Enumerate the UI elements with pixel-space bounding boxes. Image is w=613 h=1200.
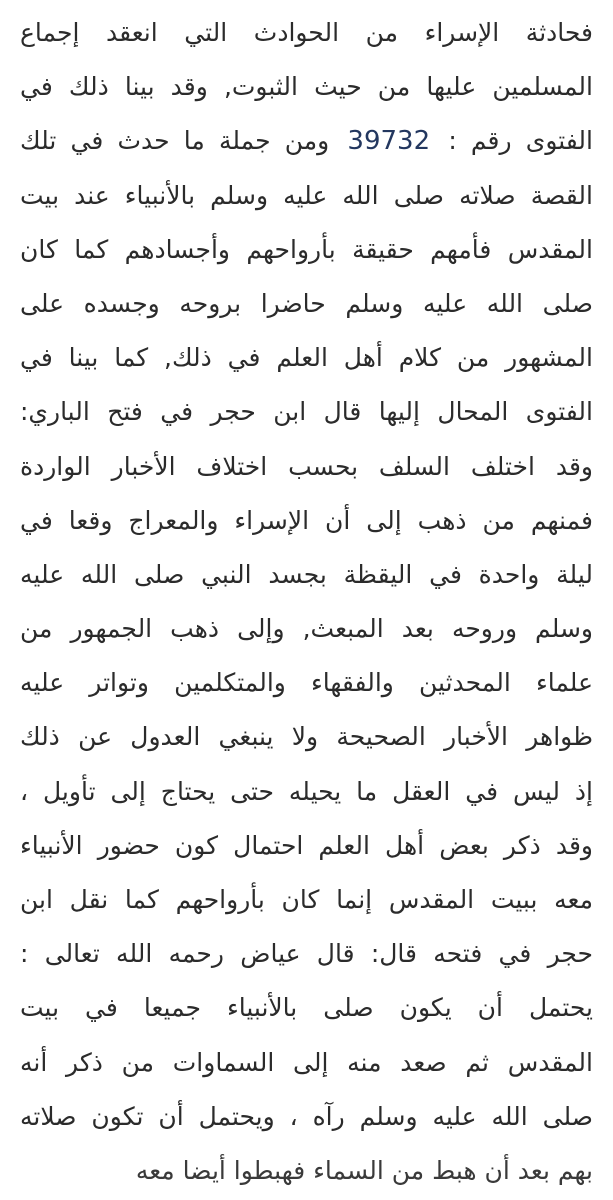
- text-line: صلى الله عليه وسلم رآه ، ويحتمل أن تكون صلاته: [20, 1101, 593, 1131]
- text-line: المسلمين عليها من حيث الثبوت, وقد بينا ذلك في: [20, 72, 593, 102]
- text-line: إذ ليس في العقل ما يحيله حتى يحتاج إلى تأويل ،: [20, 776, 593, 806]
- text-line: حجر في فتحه قال: قال عياض رحمه الله تعالى :: [20, 939, 593, 969]
- text-line: صلى الله عليه وسلم حاضرا بروحه وجسده على: [20, 288, 593, 318]
- text-line: المشهور من كلام أهل العلم في ذلك, كما بينا في: [20, 343, 593, 373]
- text-line: وسلم وروحه بعد المبعث, وإلى ذهب الجمهور من: [20, 614, 593, 644]
- text-line: معه ببيت المقدس إنما كان بأرواحهم كما نقل ابن: [20, 885, 593, 914]
- text-line: المقدس ثم صعد منه إلى السماوات من ذكر أنه: [20, 1047, 593, 1077]
- text-line: الفتوى المحال إليها قال ابن حجر في فتح الباري:: [20, 397, 593, 427]
- text-line-partially-cropped: بهم بعد أن هبط من السماء فهبطوا أيضا معه: [135, 1155, 593, 1185]
- text-segment: ومن جملة ما حدث في تلك: [20, 126, 330, 156]
- text-line: المقدس فأمهم حقيقة بأرواحهم وأجسادهم كما كان: [20, 234, 593, 264]
- fatwa-number-link[interactable]: 39732: [347, 126, 431, 157]
- text-line: ليلة واحدة في اليقظة بجسد النبي صلى الله عليه: [20, 559, 593, 589]
- text-line: القصة صلاته صلى الله عليه وسلم بالأنبياء عند بيت: [20, 180, 593, 210]
- text-line: يحتمل أن يكون صلى بالأنبياء جميعا في بيت: [20, 993, 593, 1023]
- text-line-with-fatwa-link: [20, 114, 593, 168]
- text-line: فمنهم من ذهب إلى أن الإسراء والمعراج وقعا في: [20, 505, 593, 535]
- text-line: ظواهر الأخبار الصحيحة ولا ينبغي العدول عن ذلك: [20, 722, 593, 752]
- text-line: علماء المحدثين والفقهاء والمتكلمين وتواتر عليه: [20, 668, 593, 698]
- text-line: فحادثة الإسراء من الحوادث التي انعقد إجماع: [20, 18, 593, 47]
- text-segment: الفتوى رقم :: [448, 126, 593, 156]
- text-line: وقد اختلف السلف بحسب اختلاف الأخبار الواردة: [20, 451, 593, 481]
- text-line: وقد ذكر بعض أهل العلم احتمال كون حضور الأنبياء: [20, 830, 593, 860]
